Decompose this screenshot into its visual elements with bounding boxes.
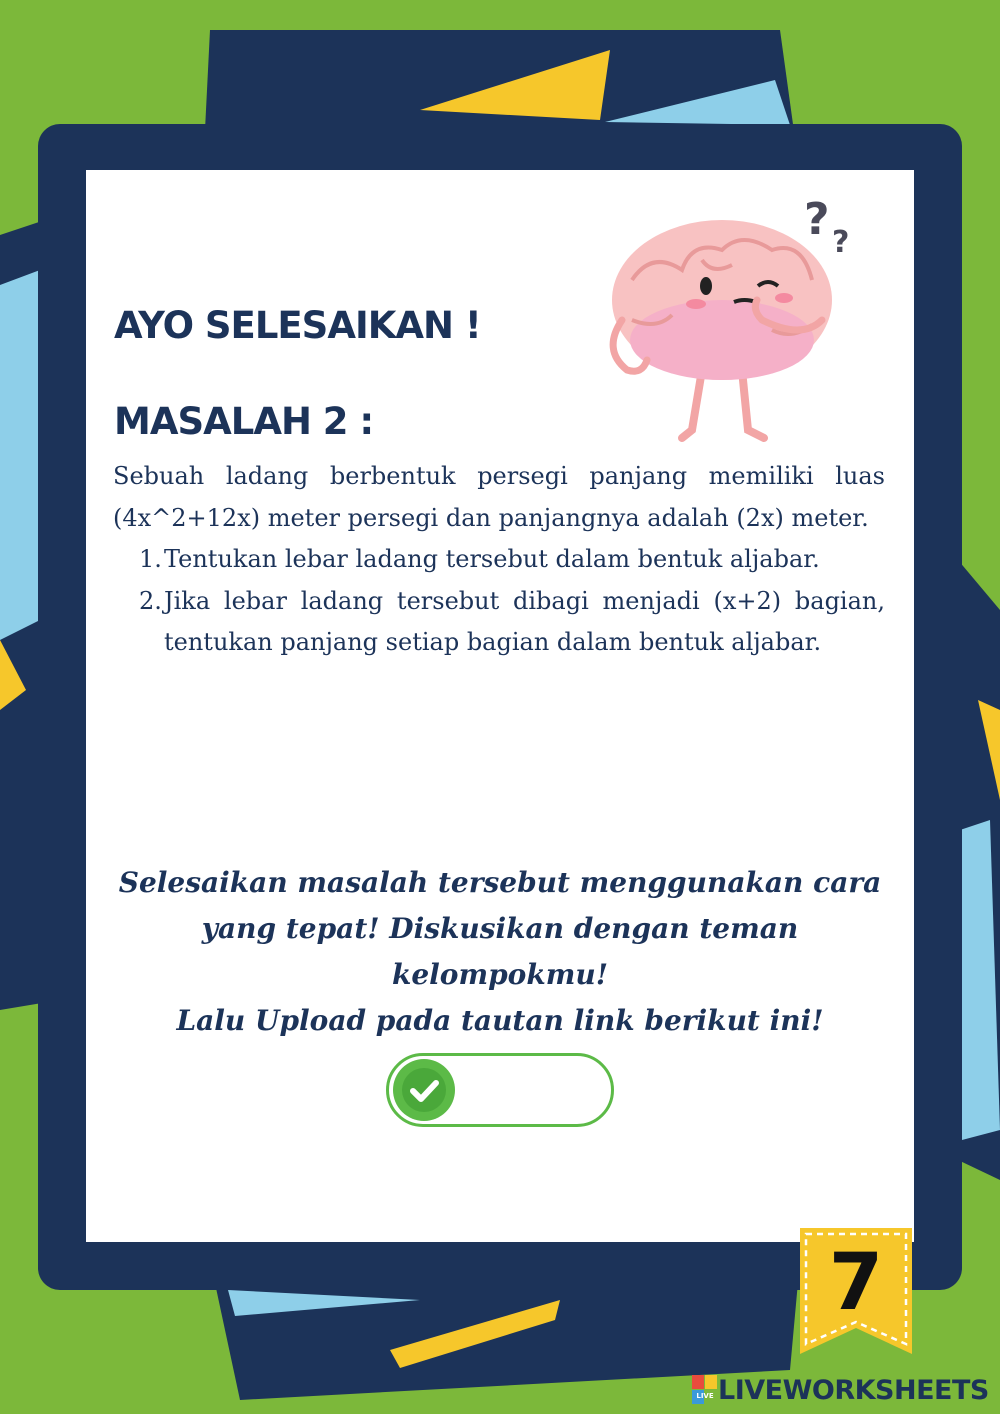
instruction-line: yang tepat! Diskusikan dengan teman kelompokmu!: [201, 912, 799, 991]
instruction-text: [96, 860, 904, 1044]
page-number: 7: [828, 1238, 884, 1328]
list-item: [113, 539, 885, 581]
logo-text: LIVEWORKSHEETS: [718, 1374, 989, 1406]
svg-text:?: ?: [804, 194, 830, 245]
list-item: [113, 581, 885, 664]
question-text: Tentukan lebar ladang tersebut dalam bentuk aljabar.: [164, 545, 820, 573]
thinking-brain-icon: [592, 190, 862, 450]
svg-text:?: ?: [832, 225, 850, 260]
toggle-knob: [393, 1059, 455, 1121]
check-icon: [393, 1059, 455, 1121]
logo-small-text: LIVE: [696, 1392, 714, 1400]
problem-body: [113, 456, 885, 664]
upload-toggle[interactable]: [386, 1053, 614, 1127]
question-list: [113, 539, 885, 664]
deco-strip-left-blue: [0, 270, 40, 640]
instruction-line: Lalu Upload pada tautan link berikut ini!: [176, 1004, 824, 1037]
question-number: 1.: [139, 545, 162, 573]
problem-text: Sebuah ladang berbentuk persegi panjang memiliki luas (4x^2+12x) meter persegi dan panjangnya adalah (2x) meter.: [113, 462, 885, 532]
instruction-line: Selesaikan masalah tersebut menggunakan cara: [118, 866, 882, 899]
liveworksheets-logo-icon: [692, 1375, 718, 1405]
problem-heading: MASALAH 2 :: [114, 400, 374, 443]
page-title: AYO SELESAIKAN !: [114, 304, 481, 347]
liveworksheets-logo[interactable]: [692, 1372, 989, 1408]
question-text: Jika lebar ladang tersebut dibagi menjadi (x+2) bagian, tentukan panjang setiap bagian dalam bentuk aljabar.: [164, 586, 885, 656]
question-number: 2.: [139, 586, 162, 615]
